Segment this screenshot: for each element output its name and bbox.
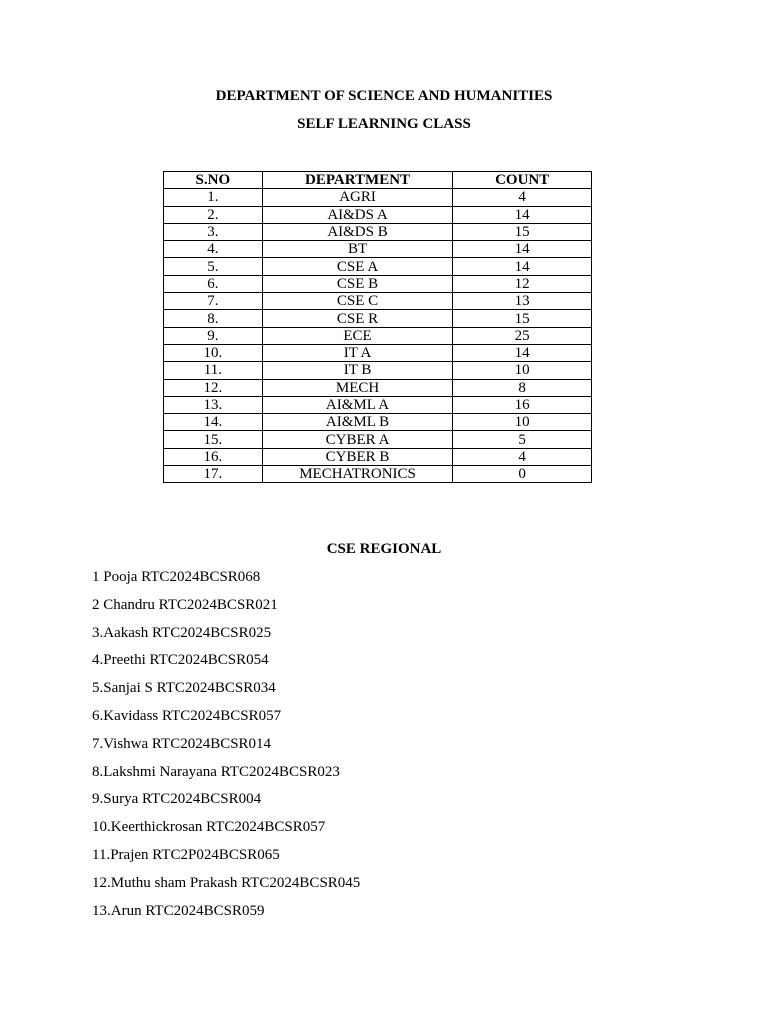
table-row <box>164 275 592 292</box>
cell-sno: 10. <box>164 344 263 361</box>
table-row <box>164 448 592 465</box>
cell-sno: 1. <box>164 189 263 206</box>
list-item: 11.Prajen RTC2P024BCSR065 <box>92 846 280 863</box>
table-row <box>164 310 592 327</box>
header-count: COUNT <box>453 172 592 189</box>
header-department: DEPARTMENT <box>262 172 453 189</box>
cell-department: AI&ML B <box>262 414 453 431</box>
regional-student-list <box>92 568 360 929</box>
department-count-table <box>163 171 592 483</box>
cell-sno: 6. <box>164 275 263 292</box>
cell-count: 14 <box>453 241 592 258</box>
cell-sno: 5. <box>164 258 263 275</box>
list-item: 5.Sanjai S RTC2024BCSR034 <box>92 680 276 697</box>
cell-sno: 2. <box>164 206 263 223</box>
cell-count: 14 <box>453 258 592 275</box>
cell-department: CSE C <box>262 293 453 310</box>
cell-count: 8 <box>453 379 592 396</box>
cell-sno: 3. <box>164 223 263 240</box>
table-row <box>164 466 592 483</box>
cell-count: 15 <box>453 223 592 240</box>
cell-count: 4 <box>453 189 592 206</box>
table-row <box>164 379 592 396</box>
cell-sno: 16. <box>164 448 263 465</box>
cell-count: 16 <box>453 396 592 413</box>
cell-sno: 8. <box>164 310 263 327</box>
table-row <box>164 258 592 275</box>
cell-department: MECH <box>262 379 453 396</box>
table-row <box>164 431 592 448</box>
cell-count: 4 <box>453 448 592 465</box>
document-title: DEPARTMENT OF SCIENCE AND HUMANITIES <box>215 88 553 104</box>
cell-sno: 12. <box>164 379 263 396</box>
list-item: 7.Vishwa RTC2024BCSR014 <box>92 735 272 752</box>
cell-count: 0 <box>453 466 592 483</box>
cell-department: CYBER A <box>262 431 453 448</box>
table-row <box>164 293 592 310</box>
cell-sno: 13. <box>164 396 263 413</box>
cell-department: ECE <box>262 327 453 344</box>
list-item: 3.Aakash RTC2024BCSR025 <box>92 624 272 641</box>
table-body <box>164 189 592 483</box>
header-sno: S.NO <box>164 172 263 189</box>
document-subtitle: SELF LEARNING CLASS <box>297 116 471 132</box>
list-item: 10.Keerthickrosan RTC2024BCSR057 <box>92 819 326 836</box>
cell-sno: 17. <box>164 466 263 483</box>
cell-count: 5 <box>453 431 592 448</box>
cell-sno: 9. <box>164 327 263 344</box>
list-item: 8.Lakshmi Narayana RTC2024BCSR023 <box>92 763 340 780</box>
table-header-row <box>164 172 592 189</box>
cell-sno: 7. <box>164 293 263 310</box>
cell-department: BT <box>262 241 453 258</box>
cell-department: AI&DS A <box>262 206 453 223</box>
cell-department: CSE B <box>262 275 453 292</box>
table-row <box>164 223 592 240</box>
table-row <box>164 189 592 206</box>
cell-sno: 11. <box>164 362 263 379</box>
table-row <box>164 344 592 361</box>
cell-sno: 14. <box>164 414 263 431</box>
cell-count: 14 <box>453 206 592 223</box>
cell-department: CYBER B <box>262 448 453 465</box>
list-item: 13.Arun RTC2024BCSR059 <box>92 902 265 919</box>
list-item: 6.Kavidass RTC2024BCSR057 <box>92 707 282 724</box>
cell-sno: 15. <box>164 431 263 448</box>
cell-department: IT A <box>262 344 453 361</box>
cell-sno: 4. <box>164 241 263 258</box>
table-row <box>164 414 592 431</box>
cell-department: AGRI <box>262 189 453 206</box>
cell-count: 10 <box>453 414 592 431</box>
cell-department: CSE R <box>262 310 453 327</box>
cell-count: 13 <box>453 293 592 310</box>
list-item: 4.Preethi RTC2024BCSR054 <box>92 652 269 669</box>
table-row <box>164 206 592 223</box>
list-item: 1 Pooja RTC2024BCSR068 <box>92 569 261 585</box>
cell-department: AI&ML A <box>262 396 453 413</box>
regional-section-title: CSE REGIONAL <box>326 541 442 557</box>
table-row <box>164 362 592 379</box>
table-row <box>164 241 592 258</box>
list-item: 12.Muthu sham Prakash RTC2024BCSR045 <box>92 874 361 891</box>
list-item: 9.Surya RTC2024BCSR004 <box>92 791 262 808</box>
cell-count: 10 <box>453 362 592 379</box>
table-row <box>164 327 592 344</box>
cell-count: 25 <box>453 327 592 344</box>
cell-count: 12 <box>453 275 592 292</box>
cell-department: MECHATRONICS <box>262 466 453 483</box>
cell-department: CSE A <box>262 258 453 275</box>
table-row <box>164 396 592 413</box>
cell-count: 14 <box>453 344 592 361</box>
cell-department: IT B <box>262 362 453 379</box>
list-item: 2 Chandru RTC2024BCSR021 <box>92 596 278 613</box>
cell-count: 15 <box>453 310 592 327</box>
cell-department: AI&DS B <box>262 223 453 240</box>
